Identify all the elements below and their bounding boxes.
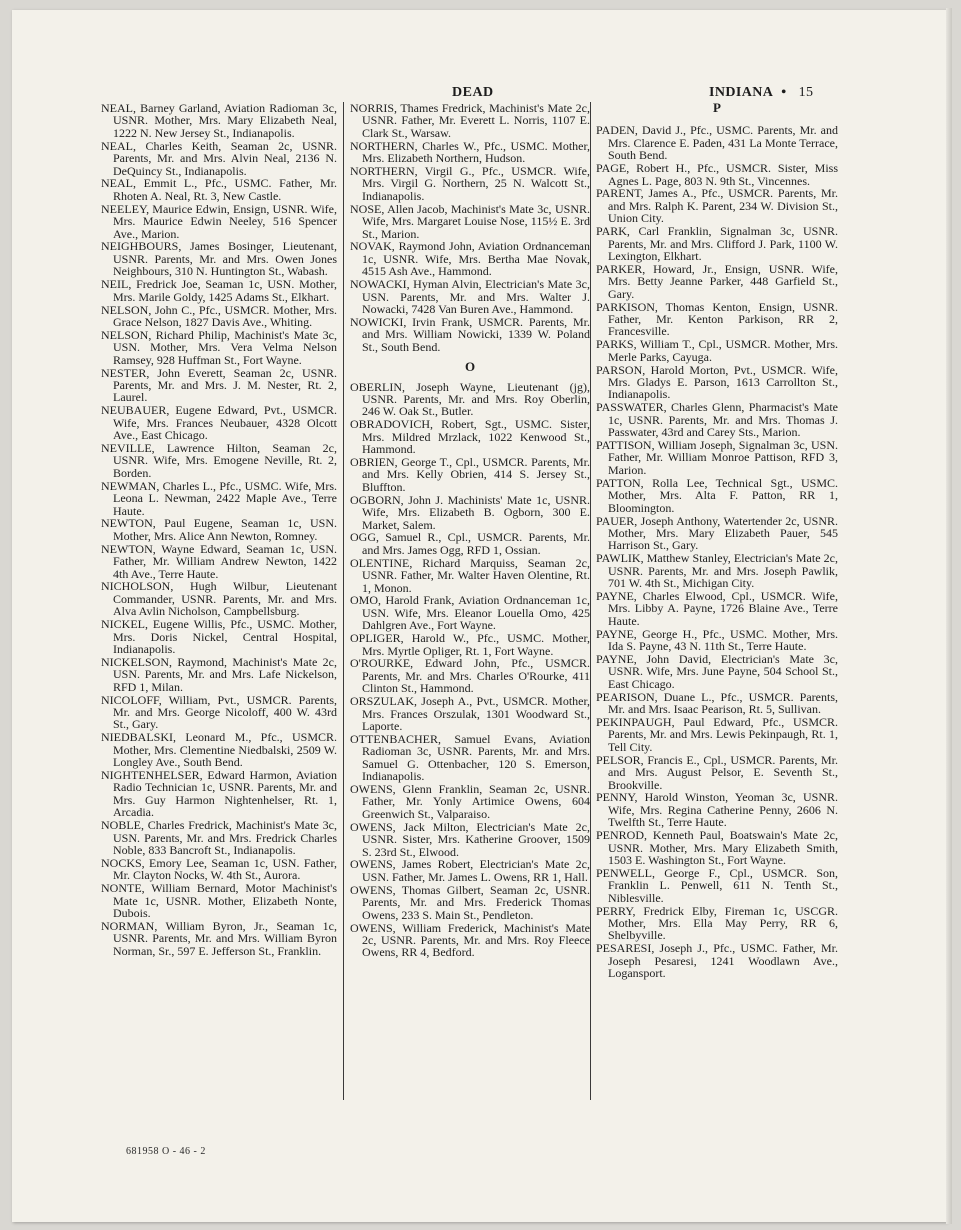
casualty-entry: PARKS, William T., Cpl., USMCR. Mother, Mrs. Merle Parks, Cayuga.	[596, 337, 838, 364]
column-2	[350, 102, 590, 959]
casualty-entry: PASSWATER, Charles Glenn, Pharmacist's Mate 1c, USNR. Parents, Mr. and Mrs. Thomas J. Passwater, 43rd and Carey Sts., Marion.	[596, 400, 838, 440]
casualty-entry: OWENS, Glenn Franklin, Seaman 2c, USNR. Father, Mr. Yonly Artimice Owens, 604 Greenwich St., Valparaiso.	[350, 782, 590, 821]
casualty-entry: OBRADOVICH, Robert, Sgt., USMC. Sister, Mrs. Mildred Mrzlack, 1022 Kenwood St., Hammond.	[350, 417, 590, 457]
header-state-page	[709, 85, 813, 101]
casualty-entry: PESARESI, Joseph J., Pfc., USMC. Father, Mr. Joseph Pesaresi, 1241 Woodlawn Ave., Logansport.	[596, 941, 838, 981]
casualty-entry: PAGE, Robert H., Pfc., USMCR. Sister, Miss Agnes L. Page, 803 N. 9th St., Vincennes.	[596, 161, 838, 188]
casualty-entry: NEELEY, Maurice Edwin, Ensign, USNR. Wife, Mrs. Maurice Edwin Neeley, 516 Spencer Ave., Marion.	[101, 201, 337, 241]
casualty-entry: OGBORN, John J. Machinists' Mate 1c, USNR. Wife, Mrs. Elizabeth B. Ogborn, 300 E. Market, Salem.	[350, 492, 590, 532]
header-bullet: •	[781, 85, 787, 100]
casualty-entry: PARKER, Howard, Jr., Ensign, USNR. Wife, Mrs. Betty Jeanne Parker, 448 Garfield St., Gary.	[596, 261, 838, 301]
casualty-entry: NOBLE, Charles Fredrick, Machinist's Mate 3c, USN. Parents, Mr. and Mrs. Fredrick Charles Noble, 833 Bancroft St., Indianapolis.	[101, 818, 337, 857]
casualty-entry: PENROD, Kenneth Paul, Boatswain's Mate 2c, USNR. Mother, Mrs. Mary Elizabeth Smith, 1503 E. Washington St., Fort Wayne.	[596, 828, 838, 867]
casualty-entry: NEWTON, Paul Eugene, Seaman 1c, USN. Mother, Mrs. Alice Ann Newton, Romney.	[101, 516, 337, 543]
casualty-entry: OMO, Harold Frank, Aviation Ordnanceman 1c, USN. Wife, Mrs. Eleanor Louella Omo, 425 Dahlgren Ave., Fort Wayne.	[350, 593, 590, 633]
casualty-entry: NORTHERN, Charles W., Pfc., USMC. Mother, Mrs. Elizabeth Northern, Hudson.	[350, 138, 590, 166]
casualty-entry: PAYNE, John David, Electrician's Mate 3c, USNR. Wife, Mrs. June Payne, 504 School St., East Chicago.	[596, 651, 838, 691]
casualty-entry: OPLIGER, Harold W., Pfc., USMC. Mother, Mrs. Myrtle Opliger, Rt. 1, Fort Wayne.	[350, 631, 590, 658]
casualty-entry: NEWTON, Wayne Edward, Seaman 1c, USN. Father, Mr. William Andrew Newton, 1422 4th Ave., Terre Haute.	[101, 541, 337, 581]
column-1	[101, 102, 337, 958]
casualty-entry: ORSZULAK, Joseph A., Pvt., USMCR. Mother, Mrs. Frances Orszulak, 1301 Woodward St., Laporte.	[350, 694, 590, 733]
casualty-entry: NEIGHBOURS, James Bosinger, Lieutenant, USNR. Parents, Mr. and Mrs. Owen Jones Neighbours, 310 N. Huntington St., Wabash.	[101, 239, 337, 279]
column-3	[596, 102, 838, 980]
section-letter: P	[713, 100, 721, 115]
casualty-entry: OTTENBACHER, Samuel Evans, Aviation Radioman 3c, USNR. Parents, Mr. and Mrs. Samuel G. Ottenbacher, 120 S. Emerson, Indianapolis.	[350, 731, 590, 784]
casualty-entry: NIEDBALSKI, Leonard M., Pfc., USMCR. Mother, Mrs. Clementine Niedbalski, 2509 W. Longley Ave., South Bend.	[101, 730, 337, 770]
casualty-entry: PEARISON, Duane L., Pfc., USMCR. Parents, Mr. and Mrs. Isaac Pearison, Rt. 5, Sullivan.	[596, 689, 838, 717]
casualty-entry: NEWMAN, Charles L., Pfc., USMC. Wife, Mrs. Leona L. Newman, 2422 Maple Ave., Terre Haute.	[101, 478, 337, 518]
casualty-entry: NICKEL, Eugene Willis, Pfc., USMC. Mother, Mrs. Doris Nickel, Central Hospital, Indianapolis.	[101, 617, 337, 656]
casualty-entry: NEIL, Fredrick Joe, Seaman 1c, USN. Mother, Mrs. Marile Goldy, 1425 Adams St., Elkhart.	[101, 277, 337, 304]
casualty-entry: NOCKS, Emory Lee, Seaman 1c, USN. Father, Mr. Clayton Nocks, W. 4th St., Aurora.	[101, 855, 337, 883]
casualty-entry: NOSE, Allen Jacob, Machinist's Mate 3c, USNR. Wife, Mrs. Margaret Louise Nose, 115½ E. 3rd St., Marion.	[350, 201, 590, 241]
casualty-entry: NELSON, Richard Philip, Machinist's Mate 3c, USN. Mother, Mrs. Vera Velma Nelson Ramsey, 928 Huffman St., Fort Wayne.	[101, 327, 337, 367]
casualty-entry: PARKISON, Thomas Kenton, Ensign, USNR. Father, Mr. Kenton Parkison, RR 2, Francesville.	[596, 299, 838, 339]
casualty-entry: OLENTINE, Richard Marquiss, Seaman 2c, USNR. Father, Mr. Walter Haven Olentine, Rt. 1, Monon.	[350, 555, 590, 595]
casualty-entry: NONTE, William Bernard, Motor Machinist's Mate 1c, USNR. Mother, Elizabeth Nonte, Dubois.	[101, 881, 337, 920]
casualty-entry: PAYNE, George H., Pfc., USMC. Mother, Mrs. Ida S. Payne, 43 N. 11th St., Terre Haute.	[596, 626, 838, 654]
casualty-entry: NEAL, Emmit L., Pfc., USMC. Father, Mr. Rhoten A. Neal, Rt. 3, New Castle.	[101, 176, 337, 203]
casualty-entry: PARSON, Harold Morton, Pvt., USMCR. Wife, Mrs. Gladys E. Parson, 1613 Carrollton St., Indianapolis.	[596, 362, 838, 402]
casualty-entry: OWENS, James Robert, Electrician's Mate 2c, USN. Father, Mr. James L. Owens, RR 1, Hall.	[350, 857, 590, 884]
casualty-entry: NICOLOFF, William, Pvt., USMCR. Parents, Mr. and Mrs. George Nicoloff, 400 W. 43rd St., Gary.	[101, 692, 337, 732]
casualty-entry: OWENS, Jack Milton, Electrician's Mate 2c, USNR. Sister, Mrs. Katherine Groover, 1509 S. 23rd St., Elwood.	[350, 819, 590, 859]
casualty-entry: PELSOR, Francis E., Cpl., USMCR. Parents, Mr. and Mrs. August Pelsor, E. Seventh St., Brookville.	[596, 752, 838, 792]
page-number: 15	[798, 85, 814, 100]
casualty-entry: NORRIS, Thames Fredrick, Machinist's Mate 2c, USNR. Father, Mr. Everett L. Norris, 1107 E. Clark St., Warsaw.	[350, 101, 590, 140]
column-rule-1	[343, 102, 344, 1100]
casualty-entry: OGG, Samuel R., Cpl., USMCR. Parents, Mr. and Mrs. James Ogg, RFD 1, Ossian.	[350, 530, 590, 557]
casualty-entry: NORMAN, William Byron, Jr., Seaman 1c, USNR. Parents, Mr. and Mrs. William Byron Norman, Sr., 597 E. Jefferson St., Franklin.	[101, 918, 337, 958]
casualty-entry: O'ROURKE, Edward John, Pfc., USMCR. Parents, Mr. and Mrs. Charles O'Rourke, 411 Clinton St., Hammond.	[350, 656, 590, 696]
casualty-entry: OWENS, William Frederick, Machinist's Mate 2c, USNR. Parents, Mr. and Mrs. Roy Fleece Owens, RR 4, Bedford.	[350, 920, 590, 960]
casualty-entry: NEUBAUER, Eugene Edward, Pvt., USMCR. Wife, Mrs. Frances Neubauer, 4328 Olcott Ave., East Chicago.	[101, 403, 337, 443]
casualty-entry: NELSON, John C., Pfc., USMCR. Mother, Mrs. Grace Nelson, 1827 Davis Ave., Whiting.	[101, 302, 337, 329]
casualty-entry: OWENS, Thomas Gilbert, Seaman 2c, USNR. Parents, Mr. and Mrs. Frederick Thomas Owens, 233 S. Main St., Pendleton.	[350, 882, 590, 922]
casualty-entry: PAWLIK, Matthew Stanley, Electrician's Mate 2c, USNR. Parents, Mr. and Mrs. Joseph Pawlik, 701 W. 4th St., Michigan City.	[596, 551, 838, 591]
casualty-entry: OBRIEN, George T., Cpl., USMCR. Parents, Mr. and Mrs. Kelly Obrien, 414 S. Jersey St., Bluffton.	[350, 454, 590, 494]
casualty-entry: NOWACKI, Hyman Alvin, Electrician's Mate 3c, USN. Parents, Mr. and Mrs. Walter J. Nowacki, 7428 Van Buren Ave., Hammond.	[350, 277, 590, 316]
column-rule-2	[590, 102, 591, 1100]
casualty-entry: NICKELSON, Raymond, Machinist's Mate 2c, USN. Parents, Mr. and Mrs. Lafe Nickelson, RFD 1, Milan.	[101, 654, 337, 694]
casualty-entry: PARENT, James A., Pfc., USMCR. Parents, Mr. and Mrs. Ralph K. Parent, 234 W. Division St., Union City.	[596, 186, 838, 226]
casualty-entry: PATTISON, William Joseph, Signalman 3c, USN. Father, Mr. William Monroe Pattison, RFD 3, Marion.	[596, 438, 838, 477]
casualty-entry: PAUER, Joseph Anthony, Watertender 2c, USNR. Mother, Mrs. Mary Elizabeth Pauer, 545 Harrison St., Gary.	[596, 513, 838, 553]
casualty-entry: PADEN, David J., Pfc., USMC. Parents, Mr. and Mrs. Clarence E. Paden, 431 La Monte Terrace, South Bend.	[596, 123, 838, 163]
casualty-entry: PERRY, Fredrick Elby, Fireman 1c, USCGR. Mother, Mrs. Ella May Perry, RR 6, Shelbyville.	[596, 903, 838, 943]
casualty-entry: NORTHERN, Virgil G., Pfc., USMCR. Wife, Mrs. Virgil G. Northern, 25 N. Walcott St., Indianapolis.	[350, 164, 590, 203]
footer-print-code: 681958 O - 46 - 2	[126, 1146, 206, 1157]
casualty-entry: NOVAK, Raymond John, Aviation Ordnanceman 1c, USNR. Wife, Mrs. Bertha Mae Novak, 4515 Ash Ave., Hammond.	[350, 239, 590, 279]
page-edge	[946, 8, 952, 1224]
casualty-entry: PENNY, Harold Winston, Yeoman 3c, USNR. Wife, Mrs. Regina Catherine Penny, 2606 N. Twelfth St., Terre Haute.	[596, 790, 838, 830]
casualty-entry: NEAL, Charles Keith, Seaman 2c, USNR. Parents, Mr. and Mrs. Alvin Neal, 2136 N. DeQuincy St., Indianapolis.	[101, 138, 337, 178]
casualty-entry: NEVILLE, Lawrence Hilton, Seaman 2c, USNR. Wife, Mrs. Emogene Neville, Rt. 2, Borden.	[101, 440, 337, 480]
casualty-entry: PEKINPAUGH, Paul Edward, Pfc., USMCR. Parents, Mr. and Mrs. Lewis Pekinpaugh, Rt. 1, Tell City.	[596, 715, 838, 754]
casualty-entry: OBERLIN, Joseph Wayne, Lieutenant (jg), USNR. Parents, Mr. and Mrs. Roy Oberlin, 246 W. Oak St., Butler.	[350, 379, 590, 419]
casualty-entry: NOWICKI, Irvin Frank, USMCR. Parents, Mr. and Mrs. William Nowicki, 1339 W. Poland St., South Bend.	[350, 314, 590, 354]
casualty-entry: PATTON, Rolla Lee, Technical Sgt., USMC. Mother, Mrs. Alta F. Patton, RR 1, Bloomington.	[596, 475, 838, 515]
casualty-entry: PAYNE, Charles Elwood, Cpl., USMCR. Wife, Mrs. Libby A. Payne, 1726 Blaine Ave., Terre Haute.	[596, 588, 838, 628]
casualty-entry: PARK, Carl Franklin, Signalman 3c, USNR. Parents, Mr. and Mrs. Clifford J. Park, 1100 W. Lexington, Elkhart.	[596, 224, 838, 263]
section-letter: O	[464, 359, 476, 375]
casualty-entry: NIGHTENHELSER, Edward Harmon, Aviation Radio Technician 1c, USNR. Parents, Mr. and Mrs. Guy Harmon Nightenhelser, Rt. 1, Arcadia.	[101, 768, 337, 820]
casualty-entry: NICHOLSON, Hugh Wilbur, Lieutenant Commander, USNR. Parents, Mr. and Mrs. Alva Avlin Nicholson, Campbellsburg.	[101, 579, 337, 619]
casualty-entry: NEAL, Barney Garland, Aviation Radioman 3c, USNR. Mother, Mrs. Mary Elizabeth Neal, 1222 N. New Jersey St., Indianapolis.	[101, 101, 337, 140]
casualty-entry: NESTER, John Everett, Seaman 2c, USNR. Parents, Mr. and Mrs. J. M. Nester, Rt. 2, Laurel.	[101, 365, 337, 405]
header-title: DEAD	[452, 85, 494, 100]
header-state: INDIANA	[709, 85, 774, 100]
casualty-entry: PENWELL, George F., Cpl., USMCR. Son, Franklin L. Penwell, 611 N. Tenth St., Niblesville.	[596, 865, 838, 905]
